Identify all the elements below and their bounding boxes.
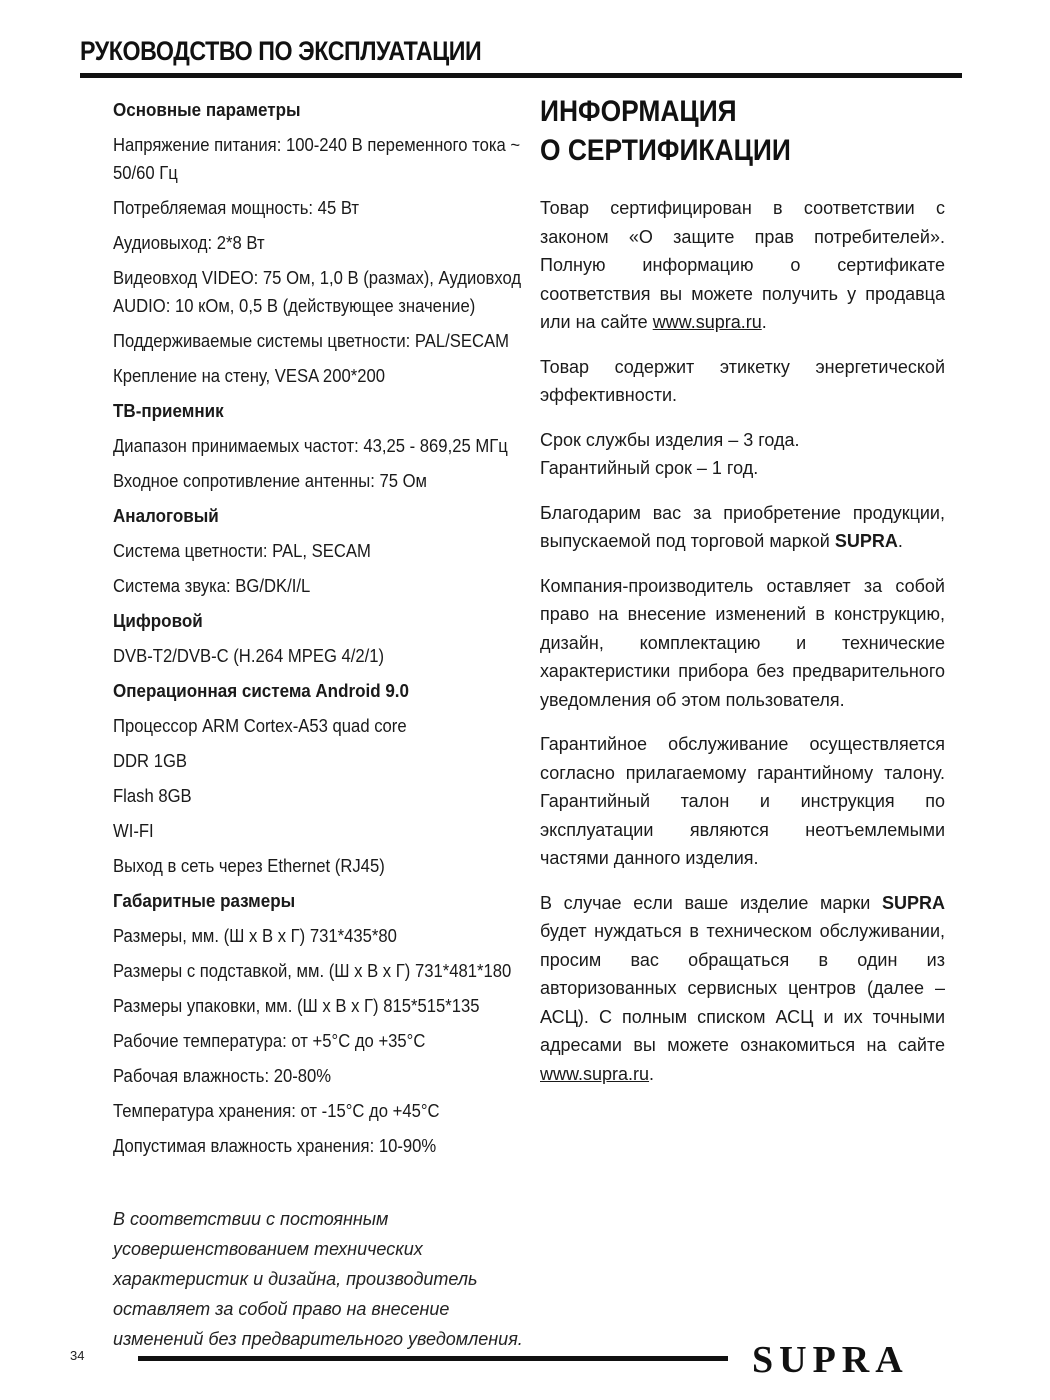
cert-p4-text: Благодарим вас за приобретение продукции, выпускаемой под торговой маркой [540,502,945,551]
spec-digital-standard: DVB-T2/DVB-C (H.264 MPEG 4/2/1) [113,644,385,666]
spec-power-consumption: Потребляемая мощность: 45 Вт [113,196,360,218]
certification-title [540,92,896,170]
certification-column [540,92,945,1104]
spec-ethernet: Выход в сеть через Ethernet (RJ45) [113,854,385,876]
supra-website-link[interactable]: www.supra.ru [540,1063,650,1084]
certification-title-line2: О СЕРТИФИКАЦИИ [540,134,791,167]
spec-wall-mount: Крепление на стену, VESA 200*200 [113,364,385,386]
cert-p4-end: . [897,531,903,551]
header-divider [80,73,962,78]
spec-dimensions: Размеры, мм. (Ш х В х Г) 731*435*80 [113,924,397,946]
cert-p7-end: . [649,1063,655,1084]
footer-divider [138,1356,728,1361]
cert-paragraph-1 [540,194,945,337]
spec-analog-color: Система цветности: PAL, SECAM [113,539,371,561]
spec-freq-range: Диапазон принимаемых частот: 43,25 - 869,25 МГц [113,434,508,456]
service-life: Срок службы изделия – 3 года. [540,429,800,450]
cert-paragraph-2: Товар содержит этикетку энергетической эффективности. [540,356,945,405]
spec-power-voltage: Напряжение питания: 100-240 В переменного тока ~ 50/60 Гц [113,133,521,183]
spec-heading-os: Операционная система Android 9.0 [113,680,410,701]
spec-color-systems: Поддерживаемые системы цветности: PAL/SECAM [113,329,509,351]
cert-paragraph-4 [540,499,945,556]
cert-p7-start: В случае если ваше изделие марки [540,892,882,913]
spec-heading-dimensions: Габаритные размеры [113,890,296,911]
spec-heading-analog: Аналоговый [113,505,219,526]
spec-operating-humidity: Рабочая влажность: 20-80% [113,1064,332,1086]
spec-heading-main: Основные параметры [113,99,301,120]
spec-storage-humidity: Допустимая влажность хранения: 10-90% [113,1134,437,1156]
spec-cpu: Процессор ARM Cortex-A53 quad core [113,714,407,736]
cert-p1-end: . [761,312,767,332]
spec-audio-out: Аудиовыход: 2*8 Вт [113,231,265,253]
spec-wifi: WI-FI [113,819,154,841]
disclaimer-note: В соответствии с постоянным усовершенствованием технических характеристик и дизайна, производитель оставляет за собой право на внесение изменений без предварительного уведомления. [113,1209,523,1349]
spec-dimensions-package: Размеры упаковки, мм. (Ш х В х Г) 815*515*135 [113,994,480,1016]
spec-ddr: DDR 1GB [113,749,188,771]
brand-name: SUPRA [834,531,898,551]
page-number: 34 [70,1348,85,1363]
spec-video-in: Видеовход VIDEO: 75 Ом, 1,0 В (размах), Аудиовход AUDIO: 10 кОм, 0,5 В (действующее значение) [113,266,522,316]
spec-dimensions-stand: Размеры с подставкой, мм. (Ш х В х Г) 731*481*180 [113,959,512,981]
cert-p7-text: будет нуждаться в техническом обслуживании, просим вас обращаться в один из авторизованных сервисных центров (далее – АСЦ). С полным списком АСЦ и их точными адресами вы можете ознакомиться на сайте [540,921,945,1055]
spec-heading-digital: Цифровой [113,610,203,631]
certification-title-line1: ИНФОРМАЦИЯ [540,95,737,128]
spec-heading-tv: ТВ-приемник [113,400,224,421]
cert-paragraph-7 [540,889,945,1089]
spec-antenna: Входное сопротивление антенны: 75 Ом [113,469,428,491]
spec-operating-temperature: Рабочие температура: от +5°С до +35°С [113,1029,426,1051]
cert-paragraph-6: Гарантийное обслуживание осуществляется согласно прилагаемому гарантийному талону. Гарантийный талон и инструкция по эксплуатации являются неотъемлемыми частями данного изделия. [540,734,945,868]
cert-paragraph-5: Компания-производитель оставляет за собой право на внесение изменений в конструкцию, дизайн, комплектацию и технические характеристики прибора без предварительного уведомления об этом пользователя. [540,575,945,710]
spec-storage-temperature: Температура хранения: от -15°С до +45°С [113,1099,440,1121]
supra-logo: SUPRA [752,1339,909,1381]
cert-p1-text: Товар сертифицирован в соответствии с законом «О защите прав потребителей». Полную информацию о сертификате соответствия вы можете получить у продавца или на сайте [540,198,945,332]
specifications-column [113,92,528,1163]
warranty-period: Гарантийный срок – 1 год. [540,458,759,478]
page-header-title: РУКОВОДСТВО ПО ЭКСПЛУАТАЦИИ [80,36,482,66]
spec-flash: Flash 8GB [113,784,192,806]
supra-website-link[interactable]: www.supra.ru [652,312,762,332]
brand-name: SUPRA [881,892,945,913]
cert-paragraph-3 [540,426,945,483]
spec-analog-sound: Система звука: BG/DK/I/L [113,574,311,596]
